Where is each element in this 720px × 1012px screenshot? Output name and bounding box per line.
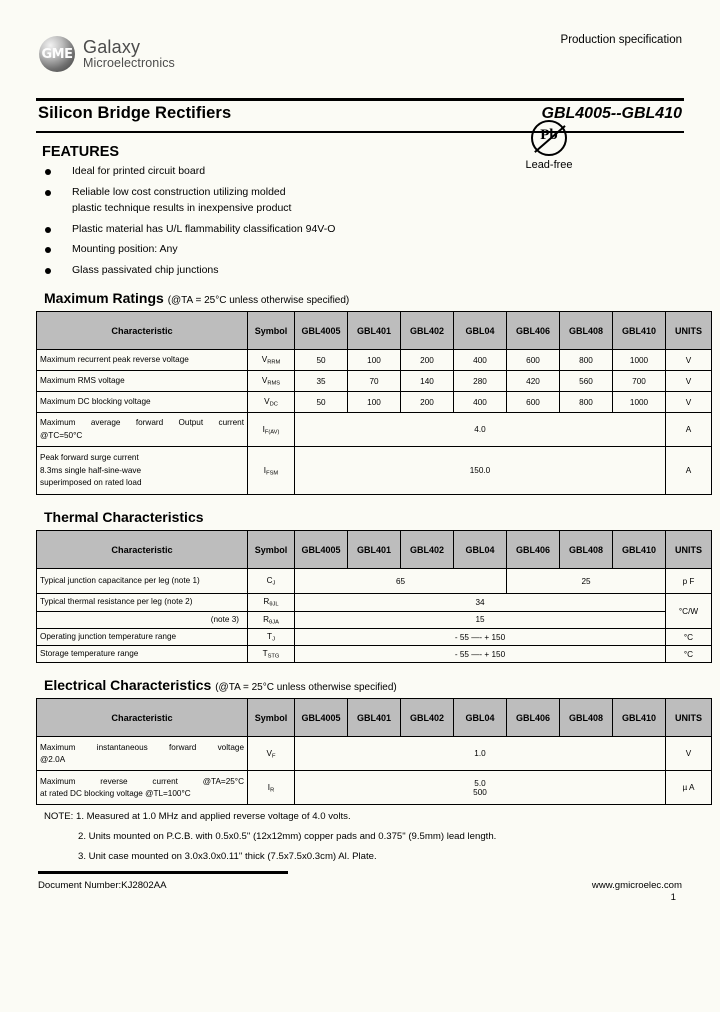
feature-item — [36, 187, 684, 199]
col-part-gbl406: GBL406 — [507, 312, 560, 350]
col-symbol: Symbol — [248, 312, 295, 350]
thermal-heading — [44, 509, 684, 525]
col-part-gbl401: GBL401 — [348, 312, 401, 350]
feature-item — [36, 265, 684, 277]
table-row — [37, 447, 712, 495]
max-ratings-title: Maximum Ratings — [44, 290, 164, 307]
footer-rule — [38, 871, 288, 873]
bullet-icon — [45, 190, 51, 196]
lead-free-icon — [531, 120, 567, 156]
cell-value: 200 — [401, 392, 454, 413]
symbol-sub: STG — [267, 653, 280, 660]
cell-value-merged: - 55 —- + 150 — [295, 628, 666, 645]
row-characteristic-line1: Maximum reverse current @TA=25°C — [40, 776, 244, 786]
feature-item — [36, 224, 684, 236]
col-part-gbl410: GBL410 — [613, 699, 666, 737]
cell-value-merged: 34 — [295, 594, 666, 611]
col-part-gbl410: GBL410 — [613, 531, 666, 569]
col-part-gbl4005: GBL4005 — [295, 531, 348, 569]
row-characteristic: Typical junction capacitance per leg (note 1) — [37, 569, 248, 594]
symbol-base: V — [264, 397, 270, 407]
features-heading: FEATURES — [42, 144, 120, 160]
brand-text — [83, 38, 175, 69]
row-symbol — [248, 611, 295, 628]
thermal-table — [36, 530, 712, 663]
cell-value-merged: 1.0 — [295, 737, 666, 771]
page-footer — [36, 880, 684, 910]
table-header-row — [37, 312, 712, 350]
max-ratings-heading — [44, 290, 684, 306]
note-3: 3. Unit case mounted on 3.0x3.0x0.11" thick (7.5x7.5x0.3cm) Al. Plate. — [78, 850, 377, 862]
cell-value-line1: 5.0 — [474, 778, 486, 788]
table-row — [37, 628, 712, 645]
symbol-sub: RMS — [267, 380, 281, 387]
symbol-sub: J — [272, 580, 276, 587]
row-characteristic-line3: superimposed on rated load — [40, 477, 142, 487]
logo-initials: GME — [41, 46, 73, 62]
col-units: UNITS — [666, 312, 712, 350]
symbol-base: C — [266, 576, 273, 586]
col-part-gbl406: GBL406 — [507, 531, 560, 569]
max-ratings-table — [36, 311, 712, 495]
thermal-title: Thermal Characteristics — [44, 509, 204, 526]
lead-free-caption: Lead-free — [525, 159, 573, 171]
symbol-base: T — [267, 631, 273, 641]
feature-text: plastic technique results in inexpensive product — [72, 202, 292, 215]
row-symbol — [248, 392, 295, 413]
cell-unit: °C — [666, 646, 712, 663]
col-part-gbl408: GBL408 — [560, 531, 613, 569]
note-2: 2. Units mounted on P.C.B. with 0.5x0.5" (12x12mm) copper pads and 0.375" (9.5mm) lead length. — [78, 831, 497, 843]
col-characteristic: Characteristic — [37, 312, 248, 350]
symbol-base: V — [261, 376, 268, 386]
cell-unit: A — [666, 447, 712, 495]
symbol-base: T — [262, 649, 268, 659]
production-spec-label: Production specification — [560, 34, 682, 46]
bullet-icon — [45, 268, 51, 274]
symbol-base: V — [261, 355, 268, 365]
row-characteristic — [37, 737, 248, 771]
brand-subtitle: Microelectronics — [83, 55, 175, 70]
cell-value: 50 — [295, 392, 348, 413]
symbol-sub: FSM — [266, 469, 279, 476]
cell-unit: A — [666, 413, 712, 447]
col-part-gbl402: GBL402 — [401, 312, 454, 350]
row-symbol — [248, 737, 295, 771]
symbol-sub: R — [270, 787, 275, 794]
cell-value: 140 — [401, 371, 454, 392]
cell-value: 100 — [348, 350, 401, 371]
note-1: NOTE: 1. Measured at 1.0 MHz and applied reverse voltage of 4.0 volts. — [44, 811, 351, 823]
symbol-base: V — [266, 748, 272, 758]
table-row — [37, 569, 712, 594]
row-characteristic-line1: Maximum average forward Output current — [40, 418, 244, 428]
feature-item — [36, 244, 684, 256]
row-symbol — [248, 771, 295, 805]
col-part-gbl04: GBL04 — [454, 699, 507, 737]
cell-value: 35 — [295, 371, 348, 392]
row-symbol — [248, 447, 295, 495]
cell-value: 800 — [560, 392, 613, 413]
row-characteristic-line1: Maximum instantaneous forward voltage — [40, 742, 244, 752]
row-symbol — [248, 569, 295, 594]
col-units: UNITS — [666, 699, 712, 737]
gme-badge-icon — [39, 36, 75, 72]
symbol-sub: F(AV) — [264, 428, 280, 435]
row-symbol — [248, 350, 295, 371]
cell-value: 1000 — [613, 350, 666, 371]
col-part-gbl406: GBL406 — [507, 699, 560, 737]
col-part-gbl401: GBL401 — [348, 531, 401, 569]
max-ratings-condition: (@TA = 25°C unless otherwise specified) — [167, 295, 350, 307]
col-part-gbl4005: GBL4005 — [295, 699, 348, 737]
row-symbol — [248, 371, 295, 392]
cell-value: 280 — [454, 371, 507, 392]
col-units: UNITS — [666, 531, 712, 569]
cell-unit: °C — [666, 628, 712, 645]
table-row — [37, 350, 712, 371]
col-symbol: Symbol — [248, 531, 295, 569]
page-title: Silicon Bridge Rectifiers — [38, 104, 232, 122]
cell-value-merged: 15 — [295, 611, 666, 628]
row-characteristic-line2: @2.0A — [40, 754, 66, 764]
row-characteristic-line2: at rated DC blocking voltage @TL=100°C — [40, 788, 191, 798]
table-row — [37, 413, 712, 447]
cell-value-left: 65 — [295, 569, 507, 594]
cell-value: 400 — [454, 392, 507, 413]
col-characteristic: Characteristic — [37, 699, 248, 737]
col-part-gbl04: GBL04 — [454, 531, 507, 569]
cell-unit: V — [666, 737, 712, 771]
row-characteristic: (note 3) — [37, 611, 248, 628]
cell-value-merged — [295, 771, 666, 805]
cell-value: 700 — [613, 371, 666, 392]
cell-unit: V — [666, 371, 712, 392]
table-row — [37, 771, 712, 805]
electrical-title: Electrical Characteristics — [44, 677, 212, 694]
notes-block — [44, 812, 684, 862]
row-characteristic: Operating junction temperature range — [37, 628, 248, 645]
cell-unit: V — [666, 350, 712, 371]
page-content — [36, 0, 702, 1012]
bullet-icon — [45, 169, 51, 175]
table-row — [37, 392, 712, 413]
cell-unit: p F — [666, 569, 712, 594]
col-symbol: Symbol — [248, 699, 295, 737]
feature-text: Reliable low cost construction utilizing molded — [72, 185, 286, 198]
row-symbol — [248, 628, 295, 645]
table-row — [37, 371, 712, 392]
col-part-gbl410: GBL410 — [613, 312, 666, 350]
cell-value: 50 — [295, 350, 348, 371]
electrical-table — [36, 698, 712, 805]
cell-value: 200 — [401, 350, 454, 371]
cell-unit: V — [666, 392, 712, 413]
symbol-base: I — [263, 465, 267, 475]
row-characteristic: Maximum RMS voltage — [37, 371, 248, 392]
row-characteristic-line1: Peak forward surge current — [40, 453, 139, 463]
symbol-sub: RRM — [267, 359, 281, 366]
col-part-gbl04: GBL04 — [454, 312, 507, 350]
col-part-gbl402: GBL402 — [401, 699, 454, 737]
cell-value-merged: 4.0 — [295, 413, 666, 447]
row-symbol — [248, 594, 295, 611]
cell-value: 800 — [560, 350, 613, 371]
table-row — [37, 594, 712, 611]
symbol-base: R — [263, 614, 270, 624]
cell-unit: µ A — [666, 771, 712, 805]
feature-text: Plastic material has U/L flammability classification 94V-O — [72, 222, 336, 235]
cell-value: 560 — [560, 371, 613, 392]
symbol-base: R — [263, 597, 270, 607]
electrical-condition: (@TA = 25°C unless otherwise specified) — [215, 682, 397, 694]
table-row — [37, 611, 712, 628]
website-link[interactable]: www.gmicroelec.com — [591, 879, 682, 891]
cell-value: 70 — [348, 371, 401, 392]
cell-value: 400 — [454, 350, 507, 371]
pb-symbol: Pb — [540, 127, 558, 143]
row-characteristic-line2: @TC=50°C — [40, 430, 83, 440]
page-number: 1 — [670, 891, 676, 903]
row-characteristic: Typical thermal resistance per leg (note 2) — [37, 594, 248, 611]
feature-text: Glass passivated chip junctions — [72, 263, 219, 276]
col-characteristic: Characteristic — [37, 531, 248, 569]
cell-value: 600 — [507, 350, 560, 371]
row-characteristic — [37, 771, 248, 805]
cell-value-line2: 500 — [473, 787, 487, 797]
cell-value-right: 25 — [507, 569, 666, 594]
col-part-gbl4005: GBL4005 — [295, 312, 348, 350]
brand-name: Galaxy — [83, 37, 141, 58]
bullet-icon — [45, 247, 51, 253]
col-part-gbl401: GBL401 — [348, 699, 401, 737]
table-row — [37, 646, 712, 663]
symbol-sub: F — [271, 753, 276, 760]
feature-text: Ideal for printed circuit board — [72, 165, 206, 177]
col-part-gbl408: GBL408 — [560, 312, 613, 350]
feature-text: Mounting position: Any — [72, 243, 178, 256]
symbol-sub: θJA — [269, 618, 279, 625]
features-list — [36, 166, 684, 276]
symbol-sub: DC — [269, 401, 278, 408]
page-header — [36, 0, 684, 70]
feature-item-continuation — [36, 203, 684, 215]
cell-unit: °C/W — [666, 594, 712, 629]
row-symbol — [248, 413, 295, 447]
cell-value: 1000 — [613, 392, 666, 413]
row-characteristic — [37, 413, 248, 447]
electrical-heading — [44, 677, 684, 693]
part-range-title: GBL4005--GBL410 — [541, 105, 682, 122]
company-logo — [39, 36, 175, 72]
table-header-row — [37, 699, 712, 737]
row-characteristic — [37, 447, 248, 495]
cell-value-merged: 150.0 — [295, 447, 666, 495]
cell-value: 600 — [507, 392, 560, 413]
row-characteristic: Maximum recurrent peak reverse voltage — [37, 350, 248, 371]
symbol-sub: θJL — [269, 601, 279, 608]
symbol-base: I — [262, 424, 265, 434]
row-characteristic: Maximum DC blocking voltage — [37, 392, 248, 413]
col-part-gbl408: GBL408 — [560, 699, 613, 737]
row-symbol — [248, 646, 295, 663]
cell-value: 100 — [348, 392, 401, 413]
cell-value-merged: - 55 —- + 150 — [295, 646, 666, 663]
table-header-row — [37, 531, 712, 569]
table-row — [37, 737, 712, 771]
symbol-base: I — [267, 782, 271, 792]
document-number: Document Number:KJ2802AA — [38, 879, 167, 891]
row-characteristic-line2: 8.3ms single half-sine-wave — [40, 465, 142, 475]
bullet-icon — [45, 227, 51, 233]
symbol-sub: J — [272, 636, 275, 643]
col-part-gbl402: GBL402 — [401, 531, 454, 569]
row-characteristic: Storage temperature range — [37, 646, 248, 663]
cell-value: 420 — [507, 371, 560, 392]
lead-free-mark — [501, 120, 597, 171]
